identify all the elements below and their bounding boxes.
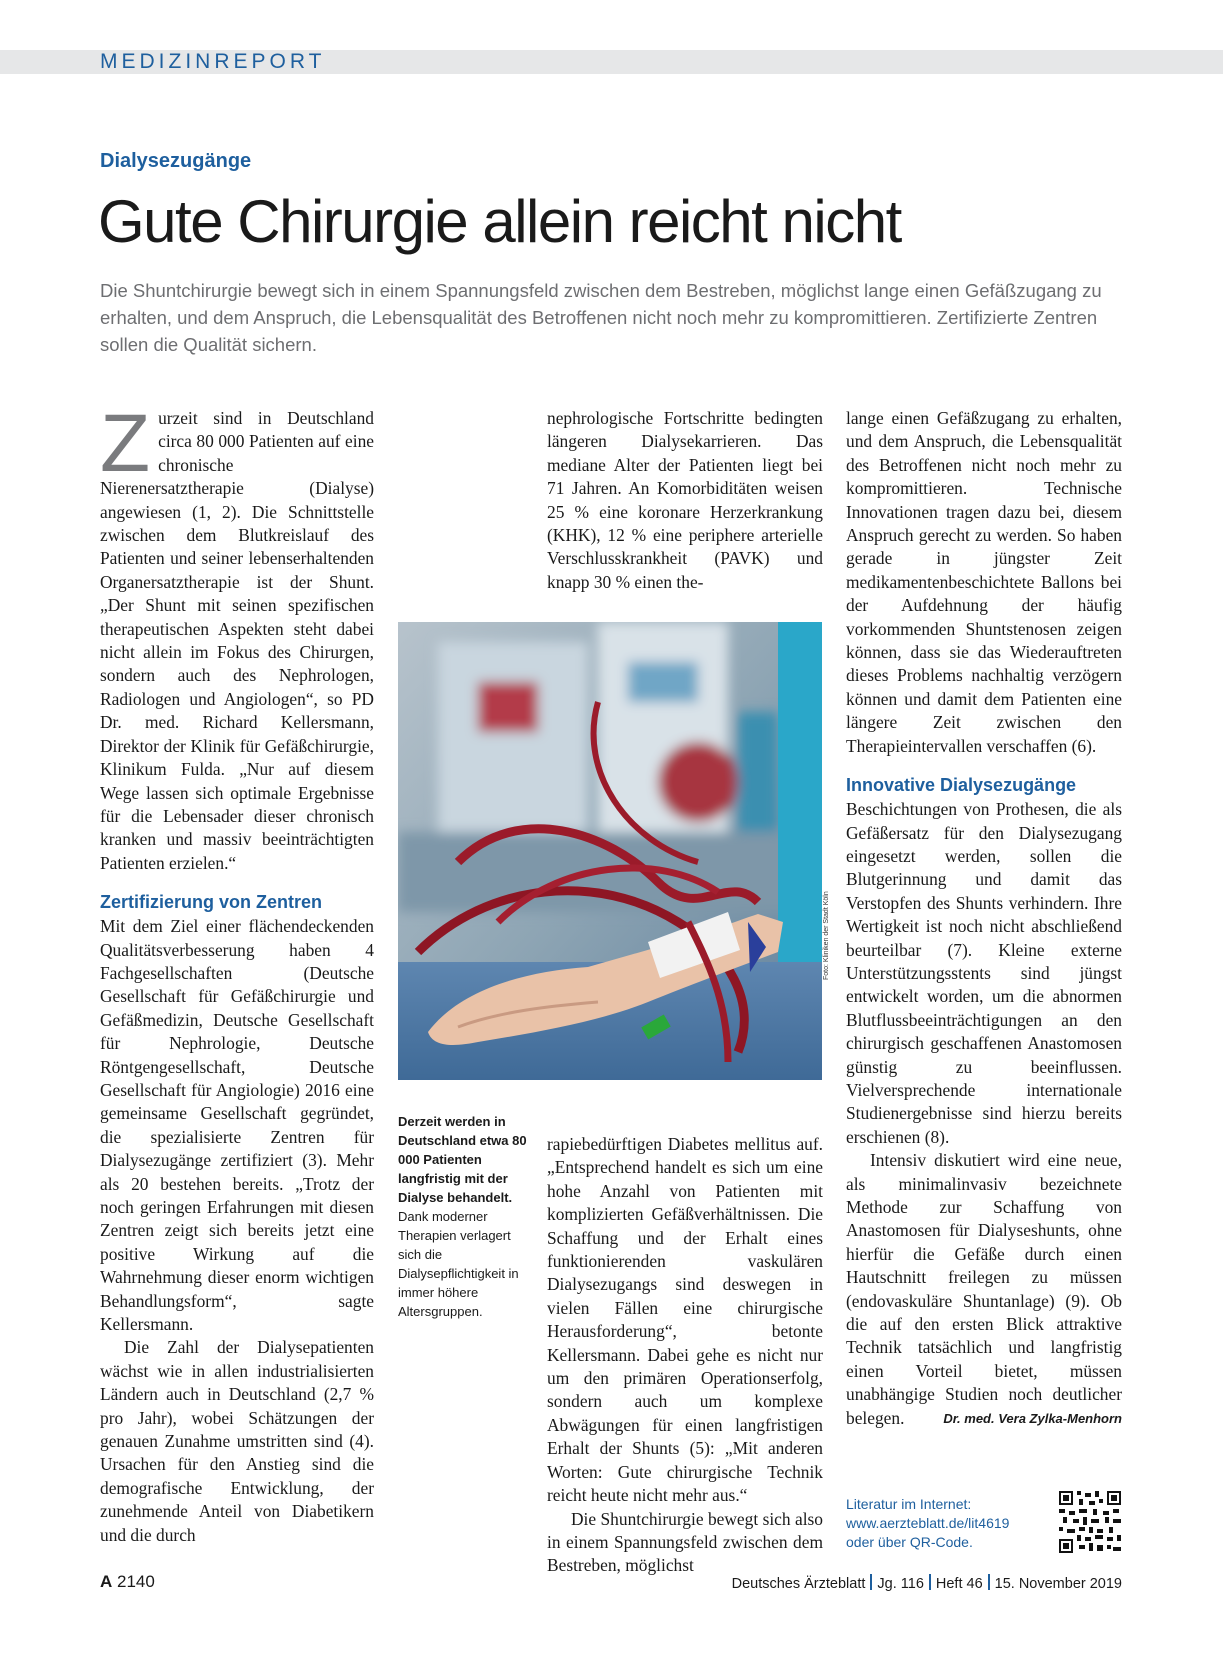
journal-name: Deutsches Ärzteblatt bbox=[731, 1576, 866, 1592]
journal-issue: Heft 46 bbox=[935, 1576, 983, 1592]
col3-paragraph-3-text: Intensiv diskutiert wird eine neue, als minimalinvasiv bezeichnete Methode zur Schaffung von Anastomosen für Dialyseshunts, ohne hierfür die Gefäße durch einen Hautschnitt freilegen zu müssen (endovaskuläre Shuntanlage) (9). Ob die auf den ersten Blick attraktive Technik tatsächlich und langfristig einen Vorteil bietet, müssen unabhängige Studien noch deutlicher belegen. bbox=[846, 1150, 1122, 1428]
qr-code[interactable] bbox=[1059, 1491, 1121, 1553]
literature-link[interactable]: www.aerzteblatt.de/lit4619 bbox=[846, 1515, 1010, 1531]
photo-credit: Foto: Kliniken der Stadt Köln bbox=[823, 891, 830, 980]
col3-paragraph-3 bbox=[846, 1149, 1122, 1430]
col2-paragraph-2: Die Shuntchirurgie bewegt sich also in einem Spannungsfeld zwischen dem Bestreben, möglichst bbox=[547, 1508, 823, 1576]
column-2-bottom bbox=[547, 1133, 823, 1578]
literature-label: Literatur im Internet: bbox=[846, 1496, 972, 1512]
col1-paragraph-2: Mit dem Ziel einer flächendeckenden Qualitätsverbesserung haben 4 Fachgesellschaften (Deutsche Gesellschaft für Gefäßchirurgie und Gefäßmedizin, Deutsche Gesellschaft für Nephrologie, Deutsche Röntgengesellschaft, Deutsche Gesellschaft für Angiologie) 2016 eine gemeinsame Gesellschaft gegründet, die spezialisierte Zentren für Dialysezugänge zertifiziert (3). Mehr als 20 bestehen bereits. „Trotz der noch geringen Erfahrungen mit diesen Zentren zeigt sich bereits jetzt eine positive Wirkung auf die Wahrnehmung dieser enorm wichtigen Behandlungsform“, sagte Kellersmann. bbox=[100, 916, 374, 1335]
column-2-top bbox=[547, 407, 823, 594]
col3-paragraph-1: lange einen Gefäßzugang zu erhalten, und dem Anspruch, die Lebensqualität des Betroffenen nicht noch mehr zu kompromittieren. Technische Innovationen tragen dazu bei, diesem Anspruch gerecht zu werden. So haben gerade in jüngster Zeit medikamentenbeschichtete Ballons bei der Aufdehnung der häufig vorkommenden Shuntstenosen zeigen können, dass sie das Wiederauftreten dieses Problems nachhaltig verzögern können und damit dem Patienten eine längere Zeit zwischen den Therapieintervallen verschaffen (6). bbox=[846, 408, 1122, 756]
column-3 bbox=[846, 407, 1122, 1430]
page-number bbox=[100, 1572, 155, 1592]
article-kicker: Dialysezugänge bbox=[100, 150, 252, 172]
dialysis-photo bbox=[398, 622, 822, 1080]
journal-volume: Jg. 116 bbox=[877, 1576, 924, 1592]
page-number-value: 2140 bbox=[117, 1572, 155, 1591]
col3-paragraph-2: Beschichtungen von Prothesen, die als Gefäßersatz für den Dialysezugang eingesetzt werden, sollen die Blutgerinnung und damit das Verstopfen des Shunts verhindern. Ihre Wertigkeit ist noch nicht abschließend beurteilbar (7). Kleine externe Unterstützungsstents sind jüngst entwickelt worden, um die abnormen Blutflussbeeinträchtigungen an den chirurgisch geschaffenen Anastomosen günstig zu beeinflussen. Vielversprechende internationale Studienergebnisse sind hierzu bereits erschienen (8). bbox=[846, 799, 1122, 1147]
col1-paragraph-3: Die Zahl der Dialysepatienten wächst wie in allen industrialisierten Ländern auch in Deutschland (2,7 % pro Jahr), wobei Schätzungen der genauen Zunahme umstritten sind (4). Ursachen für den Anstieg sind die demografische Entwicklung, der zunehmende Anteil von Diabetikern und die durch bbox=[100, 1337, 374, 1545]
caption-text: Dank moderner Therapien verlagert sich die Dialysepflichtigkeit in immer höhere Altersgruppen. bbox=[398, 1209, 519, 1319]
col2-paragraph-top: nephrologische Fortschritte bedingten längeren Dialysekarrieren. Das mediane Alter der Patienten liegt bei 71 Jahren. An Komorbiditäten weisen 25 % eine koronare Herzerkrankung (KHK), 12 % eine periphere arterielle Verschlusskrankheit (PAVK) und knapp 30 % einen the- bbox=[547, 408, 823, 592]
literature-box bbox=[846, 1495, 1009, 1552]
photo-caption bbox=[398, 1112, 530, 1321]
journal-date: 15. November 2019 bbox=[994, 1576, 1122, 1592]
page-prefix: A bbox=[100, 1572, 113, 1591]
footer-divider bbox=[870, 1574, 872, 1590]
dialysis-photo-illustration bbox=[398, 622, 822, 1080]
article-lead: Die Shuntchirurgie bewegt sich in einem Spannungsfeld zwischen dem Bestreben, möglichst lange einen Gefäßzugang zu erhalten, und dem Anspruch, die Lebensqualität des Betroffenen nicht noch mehr zu kompromittieren. Zertifizierte Zentren sollen die Qualität sichern. bbox=[100, 280, 1102, 355]
column-1 bbox=[100, 398, 374, 1547]
article-headline: Gute Chirurgie allein reicht nicht bbox=[98, 188, 901, 255]
col1-paragraph-1: urzeit sind in Deutschland circa 80 000 Patienten auf eine chronische Nierenersatztherapie (Dialyse) angewiesen (1, 2). Die Schnittstelle zwischen dem Blutkreislauf des Patienten und seiner lebenserhaltenden Organersatztherapie ist der Shunt. „Der Shunt mit seinen spezifischen therapeutischen Aspekten steht dabei nicht allein im Fokus des Chirurgen, sondern auch des Nephrologen, Radiologen und Angiologen“, so PD Dr. med. Richard Kellersmann, Direktor der Klinik für Gefäßchirurgie, Klinikum Fulda. „Nur auf diesem Wege lassen sich optimale Ergebnisse für die Lebensader dieser chronisch kranken und massiv beeinträchtigten Patienten erzielen.“ bbox=[100, 408, 374, 873]
section-label: MEDIZINREPORT bbox=[100, 50, 326, 73]
subheading-innovative: Innovative Dialysezugänge bbox=[846, 775, 1077, 796]
author-byline: Dr. med. Vera Zylka-Menhorn bbox=[943, 1410, 1122, 1426]
footer-divider bbox=[988, 1574, 990, 1590]
col2-paragraph-1: rapiebedürftigen Diabetes mellitus auf. „Entsprechend handelt es sich um eine hohe Anzahl von Patienten mit komplizierten Gefäßverhältnissen. Die Schaffung und der Erhalt eines funktionierenden vaskulären Dialysezugangs sind deswegen in vielen Fällen eine chirurgische Herausforderung“, betonte Kellersmann. Dabei gehe es nicht nur um den primären Operationserfolg, sondern auch um komplexe Abwägungen für einen langfristigen Erhalt der Shunts (5): „Mit anderen Worten: Gute chirurgische Technik reicht heute nicht mehr aus.“ bbox=[547, 1134, 823, 1506]
literature-qr-note: oder über QR-Code. bbox=[846, 1534, 973, 1550]
footer-divider bbox=[929, 1574, 931, 1590]
drop-cap: Z bbox=[100, 398, 151, 489]
caption-bold: Derzeit werden in Deutschland etwa 80 000 Patienten langfristig mit der Dialyse behandelt. bbox=[398, 1114, 527, 1205]
journal-footer bbox=[732, 1574, 1122, 1592]
subheading-zertifizierung: Zertifizierung von Zentren bbox=[100, 892, 323, 913]
